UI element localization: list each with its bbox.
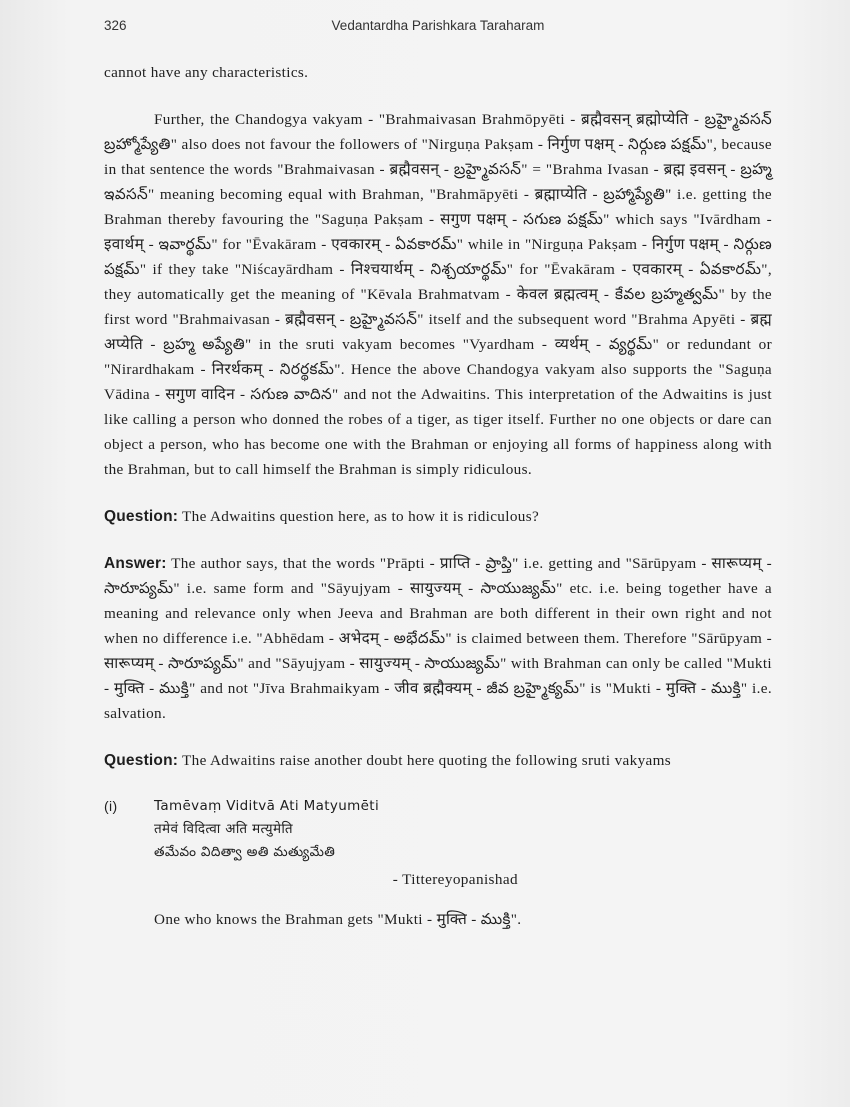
question-text: The Adwaitins question here, as to how it is ridiculous? [182, 508, 540, 525]
verse-lines [154, 795, 772, 891]
question-1 [104, 504, 772, 529]
question-2 [104, 748, 772, 773]
page-header [104, 18, 772, 40]
paragraph-chandogya: Further, the Chandogya vakyam - "Brahmaivasan Brahmōpyēti - ब्रह्मैवसन् ब्रह्मोप्येति - బ్రహ్మైవసన్ బ్రహ్మోప్యేతి" also does not favour the followers of "Nirguṇa Pakṣam - निर्गुण पक्षम् - నిర్గుణ పక్షమ్", because in that sentence the words "Brahmaivasan - ब्रह्मैवसन् - బ్రహ్మైవసన్" = "Brahma Ivasan - ब्रह्म इवसन् - బ్రహ్మ ఇవసన్" meaning becoming equal with Brahman, "Brahmāpyēti - ब्रह्माप्येति - బ్రహ్మాప్యేతి" i.e. getting the Brahman thereby favouring the "Saguṇa Pakṣam - सगुण पक्षम् - సగుణ పక్షమ్" which says "Ivārdham - इवार्थम् - ఇవార్థమ్" for "Ēvakāram - एवकारम् - ఏవకారమ్" while in "Nirguṇa Pakṣam - निर्गुण पक्षम् - నిర్గుణ పక్షమ్" if they take "Niścayārdham - निश्चयार्थम् - నిశ్చయార్థమ్" for "Ēvakāram - एवकारम् - ఏవకారమ్", they automatically get the meaning of "Kēvala Brahmatvam - केवल ब्रह्मत्वम् - కేవల బ్రహ్మత్వమ్" by the first word "Brahmaivasan - ब्रह्मैवसन् - బ్రహ్మైవసన్" itself and the subsequent word "Brahma Apyēti - ब्रह्म अप्येति - బ్రహ్మ అప్యేతి" in the sruti vakyam becomes "Vyardham - व्यर्थम् - వ్యర్థమ్" or redundant or "Nirardhakam - निरर्थकम् - నిరర్థకమ్". Hence the above Chandogya vakyam also supports the "Saguṇa Vādina - सगुण वादिन - సగుణ వాదిన" and not the Adwaitins. This interpretation of the Adwaitins is just like calling a person who donned the robes of a tiger, as tiger itself. Further no one objects or dare can object a person, who has become one with the Brahman or enjoying all forms of happiness along with the Brahman, but to call himself the Brahman is simply ridiculous. [104, 111, 772, 478]
verse-number: (i) [104, 798, 118, 814]
verse-telugu: తమేవం విదిత్వా అతి మత్యుమేతి [154, 844, 336, 860]
verse-transliteration: Tamēvaṃ Viditvā Ati Matyumēti [154, 798, 380, 814]
paragraph-continuation: cannot have any characteristics. [104, 64, 309, 81]
running-title: Vedantardha Parishkara Taraharam [331, 18, 545, 33]
closing-line: One who knows the Brahman gets "Mukti - मुक्ति - ముక్తి". [154, 911, 522, 928]
page-number: 326 [104, 18, 127, 33]
question-text: The Adwaitins raise another doubt here quoting the following sruti vakyams [182, 752, 672, 769]
page-body [104, 60, 772, 932]
answer-label: Answer: [104, 555, 167, 572]
verse-devanagari: तमेवं विदित्वा अति मत्युमेति [154, 821, 293, 837]
sruti-verse [104, 795, 772, 891]
question-label: Question: [104, 508, 179, 525]
verse-source: - Tittereyopanishad [392, 871, 518, 888]
answer-1 [104, 551, 772, 726]
question-label: Question: [104, 752, 179, 769]
answer-text: The author says, that the words "Prāpti - प्राप्ति - ప్రాప్తి" i.e. getting and "Sārūpyam - सारूप्यम् - సారూప్యమ్" i.e. same form and "Sāyujyam - सायुज्यम् - సాయుజ్యమ్" etc. i.e. being together have a meaning and relevance only when Jeeva and Brahman are both different in their own right and not when no difference i.e. "Abhēdam - अभेदम् - అభేదమ్" is claimed between them. Therefore "Sārūpyam - सारूप्यम् - సారూప్యమ్" and "Sāyujyam - सायुज्यम् - సాయుజ్యమ్" with Brahman can only be called "Mukti - मुक्ति - ముక్తి" and not "Jīva Brahmaikyam - जीव ब्रह्मैक्यम् - జీవ బ్రహ్మైక్యమ్" is "Mukti - मुक्ति - ముక్తి" i.e. salvation. [104, 555, 772, 722]
